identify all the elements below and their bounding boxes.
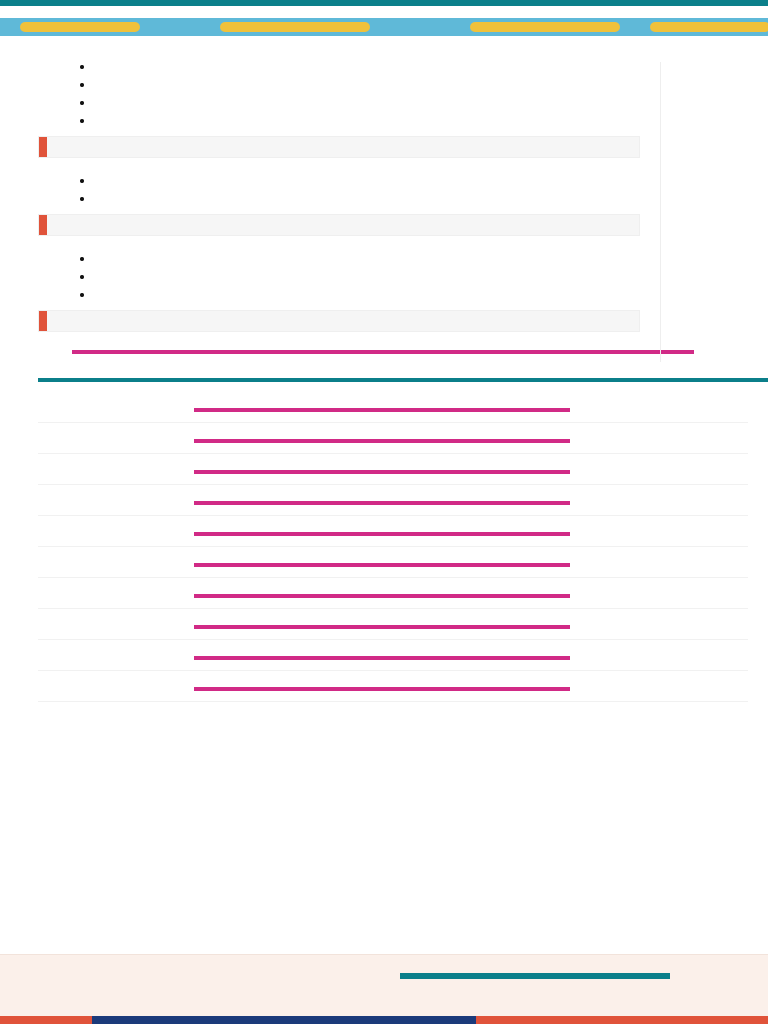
recommended-item[interactable] <box>38 454 748 485</box>
cta-underline <box>72 350 694 354</box>
recommended-item[interactable] <box>38 578 748 609</box>
bullet-item <box>94 190 640 206</box>
callout <box>38 214 640 236</box>
footer-cta-bar[interactable] <box>400 973 670 979</box>
callout-text <box>59 311 109 331</box>
bullet-item <box>94 286 640 302</box>
cta-block <box>38 350 640 354</box>
bullet-item <box>94 112 640 128</box>
article-section-2 <box>38 172 640 236</box>
hero-shape <box>650 22 768 32</box>
recommended-item[interactable] <box>38 547 748 578</box>
hero-shape <box>20 22 140 32</box>
article-section-1 <box>38 58 640 158</box>
recommended-underline <box>194 439 570 443</box>
bullet-item <box>94 76 640 92</box>
section-bullets <box>38 58 640 128</box>
bullet-item <box>94 58 640 74</box>
section-bullets <box>38 172 640 206</box>
recommended-underline <box>194 501 570 505</box>
recommended-item[interactable] <box>38 671 748 702</box>
footer <box>0 954 768 1024</box>
callout <box>38 136 640 158</box>
recommended-underline <box>194 656 570 660</box>
right-rail <box>660 36 768 364</box>
recommended-underline <box>194 625 570 629</box>
recommended-underline <box>194 563 570 567</box>
hero-band <box>0 18 768 36</box>
section-bullets <box>38 250 640 302</box>
recommended-underline <box>194 594 570 598</box>
callout <box>38 310 640 332</box>
recommended-item[interactable] <box>38 640 748 671</box>
bottom-accent-strip <box>0 1016 768 1024</box>
callout-accent <box>39 311 47 331</box>
footer-links <box>38 987 730 1003</box>
callout-accent <box>39 137 47 157</box>
hero-shape <box>220 22 370 32</box>
recommended-item[interactable] <box>38 516 748 547</box>
recommended-item[interactable] <box>38 485 748 516</box>
bullet-item <box>94 172 640 188</box>
callout-text <box>59 215 109 235</box>
recommended-underline <box>194 408 570 412</box>
callout-accent <box>39 215 47 235</box>
main-layout <box>0 36 768 364</box>
recommended-underline <box>194 532 570 536</box>
recommended-list <box>0 392 768 702</box>
recommended-item[interactable] <box>38 609 748 640</box>
header <box>0 6 768 12</box>
bullet-item <box>94 250 640 266</box>
article-section-3 <box>38 250 640 332</box>
recommended-underline <box>194 687 570 691</box>
recommended-item[interactable] <box>38 392 748 423</box>
recommended-item[interactable] <box>38 423 748 454</box>
bullet-item <box>94 94 640 110</box>
hero-shape <box>470 22 620 32</box>
recommended-underline <box>194 470 570 474</box>
article-content <box>0 36 660 364</box>
sidebar <box>660 62 740 362</box>
callout-text <box>59 137 109 157</box>
bullet-item <box>94 268 640 284</box>
section-divider <box>38 378 768 382</box>
